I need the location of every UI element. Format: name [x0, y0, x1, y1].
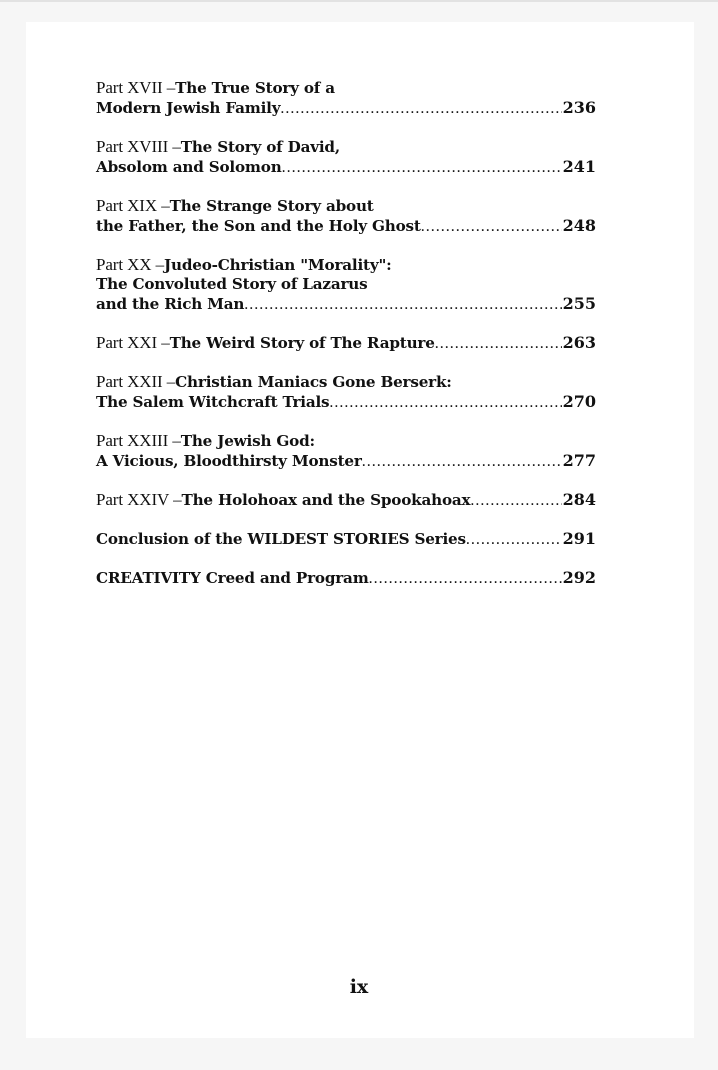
toc-entry-part: Part XXI – [96, 333, 170, 352]
toc-entry[interactable] [96, 490, 596, 510]
dot-leader [362, 452, 562, 471]
table-of-contents [96, 78, 596, 607]
toc-entry-title: The Salem Witchcraft Trials [96, 393, 330, 411]
toc-entry-line [96, 333, 596, 353]
dot-leader [282, 158, 562, 177]
toc-entry-line [96, 294, 596, 314]
toc-entry-title: Judeo-Christian "Morality": [164, 256, 392, 274]
dot-leader [470, 491, 561, 510]
toc-entry[interactable] [96, 255, 596, 314]
toc-page-number: 270 [562, 392, 596, 411]
toc-entry-title: Christian Maniacs Gone Berserk: [175, 373, 452, 391]
dot-leader [280, 99, 561, 118]
dot-leader [244, 295, 561, 314]
toc-entry-line [96, 216, 596, 236]
dot-leader [369, 569, 562, 588]
toc-entry-title: The Story of David, [180, 138, 340, 156]
toc-entry-line [96, 196, 596, 216]
toc-page-number: 241 [562, 157, 596, 176]
toc-entry[interactable] [96, 78, 596, 118]
toc-entry[interactable] [96, 431, 596, 471]
toc-entry-title: The Convoluted Story of Lazarus [96, 275, 368, 293]
toc-entry-line [96, 157, 596, 177]
dot-leader [421, 217, 562, 236]
toc-entry-line [96, 98, 596, 118]
toc-entry-part: Part XXIII – [96, 431, 181, 450]
toc-entry[interactable] [96, 333, 596, 353]
toc-entry-line [96, 137, 596, 157]
toc-entry[interactable] [96, 529, 596, 549]
toc-page-number: 263 [562, 333, 596, 352]
toc-entry-title: Modern Jewish Family [96, 99, 281, 117]
toc-page-number: 284 [562, 490, 596, 509]
page-folio-number: ix [349, 976, 369, 998]
toc-entry[interactable] [96, 372, 596, 412]
toc-entry[interactable] [96, 568, 596, 588]
toc-entry-title: The Weird Story of The Rapture [169, 334, 435, 352]
toc-entry[interactable] [96, 137, 596, 177]
toc-entry-title: Conclusion of the WILDEST STORIES Series [96, 530, 466, 548]
toc-page-number: 292 [562, 568, 596, 587]
toc-page-number: 255 [562, 294, 596, 313]
toc-entry-part: Part XIX – [96, 196, 170, 215]
toc-entry-line [96, 372, 596, 392]
toc-entry-title: the Father, the Son and the Holy Ghost [96, 217, 421, 235]
toc-entry-title: CREATIVITY Creed and Program [96, 569, 369, 587]
toc-entry-part: Part XXIV – [96, 490, 182, 509]
toc-entry-line [96, 490, 596, 510]
toc-entry-line [96, 78, 596, 98]
dot-leader [466, 530, 562, 549]
toc-entry-title: The Jewish God: [180, 432, 315, 450]
toc-entry-part: Part XXII – [96, 372, 176, 391]
toc-entry-line [96, 451, 596, 471]
toc-page-number: 248 [562, 216, 596, 235]
toc-entry-title: The True Story of a [175, 79, 335, 97]
toc-page-number: 277 [562, 451, 596, 470]
toc-page-number: 236 [562, 98, 596, 117]
toc-entry-part: Part XVIII – [96, 137, 181, 156]
toc-entry-line [96, 431, 596, 451]
toc-entry[interactable] [96, 196, 596, 236]
toc-entry-part: Part XVII – [96, 78, 176, 97]
toc-entry-line [96, 255, 596, 275]
toc-entry-title: The Holohoax and the Spookahoax [181, 491, 471, 509]
top-edge-rule [0, 0, 718, 2]
dot-leader [329, 393, 561, 412]
toc-entry-line [96, 392, 596, 412]
toc-entry-title: The Strange Story about [169, 197, 374, 215]
toc-entry-part: Part XX – [96, 255, 165, 274]
toc-entry-line [96, 568, 596, 588]
document-page [26, 22, 694, 1038]
toc-entry-title: and the Rich Man [96, 295, 245, 313]
toc-entry-line [96, 275, 596, 294]
toc-entry-title: Absolom and Solomon [96, 158, 282, 176]
toc-entry-title: A Vicious, Bloodthirsty Monster [96, 452, 362, 470]
dot-leader [435, 334, 562, 353]
toc-entry-line [96, 529, 596, 549]
toc-page-number: 291 [562, 529, 596, 548]
